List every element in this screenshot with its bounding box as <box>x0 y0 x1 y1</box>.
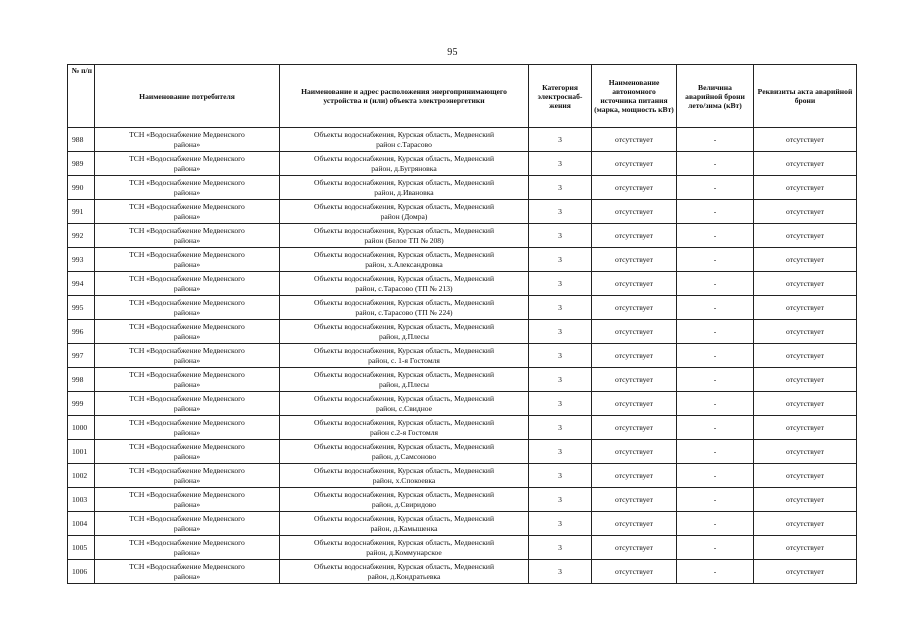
row-number: 998 <box>68 368 95 392</box>
consumer-name-line: района» <box>173 427 201 437</box>
supply-category: 3 <box>529 200 592 224</box>
reserve-value: - <box>677 536 754 560</box>
object-address-line: район, д.Самсоново <box>371 451 437 461</box>
object-address-line: Объекты водоснабжения, Курская область, Медвенский <box>313 394 495 403</box>
act-details: отсутствует <box>754 536 857 560</box>
power-source: отсутствует <box>592 368 677 392</box>
consumer-name <box>95 128 280 152</box>
consumer-name-line: района» <box>173 403 201 413</box>
object-address <box>280 272 529 296</box>
row-number: 996 <box>68 320 95 344</box>
supply-category: 3 <box>529 560 592 584</box>
consumer-name-line: района» <box>173 259 201 269</box>
object-address-line: район, с. 1-я Гостомля <box>368 355 440 365</box>
act-details: отсутствует <box>754 464 857 488</box>
supply-category: 3 <box>529 536 592 560</box>
object-address <box>280 248 529 272</box>
supply-category: 3 <box>529 152 592 176</box>
reserve-value: - <box>677 368 754 392</box>
act-details: отсутствует <box>754 488 857 512</box>
object-address-line: район (Домра) <box>380 211 428 221</box>
header-object: Наименование и адрес расположения энергопринимающего устройства и (или) объекта электроэнергетики <box>280 65 529 128</box>
row-number: 1002 <box>68 464 95 488</box>
reserve-value: - <box>677 416 754 440</box>
row-number: 1000 <box>68 416 95 440</box>
consumer-name <box>95 296 280 320</box>
supply-category: 3 <box>529 344 592 368</box>
reserve-value: - <box>677 272 754 296</box>
reserve-table <box>67 64 857 584</box>
supply-category: 3 <box>529 416 592 440</box>
act-details: отсутствует <box>754 392 857 416</box>
header-power-source: Наименование автономного источника питания (марка, мощность кВт) <box>592 65 677 128</box>
consumer-name <box>95 224 280 248</box>
table-row <box>68 488 857 512</box>
act-details: отсутствует <box>754 200 857 224</box>
object-address <box>280 176 529 200</box>
supply-category: 3 <box>529 128 592 152</box>
consumer-name <box>95 152 280 176</box>
supply-category: 3 <box>529 392 592 416</box>
table-row <box>68 248 857 272</box>
object-address-line: Объекты водоснабжения, Курская область, Медвенский <box>313 178 495 187</box>
object-address-line: район, д.Бугряновка <box>371 163 437 173</box>
power-source: отсутствует <box>592 200 677 224</box>
consumer-name <box>95 512 280 536</box>
object-address <box>280 440 529 464</box>
object-address-line: район, х.Александровка <box>365 259 443 269</box>
row-number: 997 <box>68 344 95 368</box>
row-number: 992 <box>68 224 95 248</box>
power-source: отсутствует <box>592 344 677 368</box>
table-header-row <box>68 65 857 128</box>
object-address <box>280 536 529 560</box>
consumer-name-line: ТСН «Водоснабжение Медвенского <box>129 322 245 331</box>
header-number: № п/п <box>68 65 95 128</box>
power-source: отсутствует <box>592 488 677 512</box>
consumer-name-line: ТСН «Водоснабжение Медвенского <box>129 346 245 355</box>
consumer-name-line: ТСН «Водоснабжение Медвенского <box>129 514 245 523</box>
act-details: отсутствует <box>754 320 857 344</box>
consumer-name-line: ТСН «Водоснабжение Медвенского <box>129 226 245 235</box>
table-row <box>68 176 857 200</box>
consumer-name-line: ТСН «Водоснабжение Медвенского <box>129 370 245 379</box>
supply-category: 3 <box>529 272 592 296</box>
table-row <box>68 512 857 536</box>
consumer-name-line: района» <box>173 307 201 317</box>
consumer-name-line: района» <box>173 451 201 461</box>
power-source: отсутствует <box>592 248 677 272</box>
consumer-name-line: района» <box>173 355 201 365</box>
reserve-value: - <box>677 176 754 200</box>
reserve-value: - <box>677 488 754 512</box>
consumer-name <box>95 416 280 440</box>
object-address-line: район с.2-я Гостомля <box>369 427 438 437</box>
object-address-line: район, д.Коммунарское <box>366 547 442 557</box>
row-number: 1004 <box>68 512 95 536</box>
object-address <box>280 368 529 392</box>
object-address-line: район, д.Свиридово <box>371 499 437 509</box>
table-row <box>68 464 857 488</box>
consumer-name-line: ТСН «Водоснабжение Медвенского <box>129 178 245 187</box>
table-row <box>68 296 857 320</box>
object-address <box>280 128 529 152</box>
consumer-name <box>95 488 280 512</box>
reserve-value: - <box>677 344 754 368</box>
consumer-name <box>95 440 280 464</box>
object-address-line: район, х.Спокоевка <box>372 475 436 485</box>
act-details: отсутствует <box>754 248 857 272</box>
consumer-name <box>95 272 280 296</box>
supply-category: 3 <box>529 320 592 344</box>
act-details: отсутствует <box>754 128 857 152</box>
consumer-name-line: ТСН «Водоснабжение Медвенского <box>129 538 245 547</box>
consumer-name-line: ТСН «Водоснабжение Медвенского <box>129 202 245 211</box>
object-address <box>280 152 529 176</box>
power-source: отсутствует <box>592 272 677 296</box>
header-reserve-value: Величина аварийной брони лето/зима (кВт) <box>677 65 754 128</box>
object-address-line: Объекты водоснабжения, Курская область, Медвенский <box>313 250 495 259</box>
consumer-name-line: ТСН «Водоснабжение Медвенского <box>129 394 245 403</box>
consumer-name-line: района» <box>173 331 201 341</box>
reserve-value: - <box>677 464 754 488</box>
header-consumer: Наименование потребителя <box>95 65 280 128</box>
power-source: отсутствует <box>592 224 677 248</box>
consumer-name <box>95 248 280 272</box>
consumer-name <box>95 536 280 560</box>
consumer-name <box>95 320 280 344</box>
object-address-line: район, с.Тарасово (ТП № 224) <box>355 307 453 317</box>
power-source: отсутствует <box>592 392 677 416</box>
object-address-line: Объекты водоснабжения, Курская область, Медвенский <box>313 562 495 571</box>
object-address-line: район, д.Плесы <box>379 379 429 389</box>
consumer-name-line: района» <box>173 235 201 245</box>
consumer-name-line: ТСН «Водоснабжение Медвенского <box>129 298 245 307</box>
row-number: 990 <box>68 176 95 200</box>
table-body <box>68 128 857 584</box>
act-details: отсутствует <box>754 344 857 368</box>
object-address-line: район, д.Кондратьевка <box>367 571 441 581</box>
consumer-name-line: района» <box>173 163 201 173</box>
power-source: отсутствует <box>592 440 677 464</box>
table-row <box>68 560 857 584</box>
consumer-name-line: района» <box>173 139 201 149</box>
row-number: 994 <box>68 272 95 296</box>
power-source: отсутствует <box>592 152 677 176</box>
object-address <box>280 512 529 536</box>
act-details: отсутствует <box>754 176 857 200</box>
reserve-value: - <box>677 152 754 176</box>
object-address-line: Объекты водоснабжения, Курская область, Медвенский <box>313 154 495 163</box>
power-source: отсутствует <box>592 176 677 200</box>
act-details: отсутствует <box>754 440 857 464</box>
consumer-name-line: ТСН «Водоснабжение Медвенского <box>129 562 245 571</box>
act-details: отсутствует <box>754 416 857 440</box>
consumer-name-line: ТСН «Водоснабжение Медвенского <box>129 154 245 163</box>
object-address <box>280 224 529 248</box>
reserve-value: - <box>677 224 754 248</box>
object-address-line: Объекты водоснабжения, Курская область, Медвенский <box>313 298 495 307</box>
object-address-line: Объекты водоснабжения, Курская область, Медвенский <box>313 322 495 331</box>
consumer-name <box>95 200 280 224</box>
consumer-name <box>95 392 280 416</box>
act-details: отсутствует <box>754 152 857 176</box>
row-number: 999 <box>68 392 95 416</box>
consumer-name-line: района» <box>173 523 201 533</box>
object-address <box>280 416 529 440</box>
supply-category: 3 <box>529 440 592 464</box>
object-address-line: Объекты водоснабжения, Курская область, Медвенский <box>313 226 495 235</box>
object-address <box>280 392 529 416</box>
power-source: отсутствует <box>592 296 677 320</box>
object-address-line: Объекты водоснабжения, Курская область, Медвенский <box>313 202 495 211</box>
supply-category: 3 <box>529 176 592 200</box>
consumer-name-line: ТСН «Водоснабжение Медвенского <box>129 466 245 475</box>
power-source: отсутствует <box>592 536 677 560</box>
supply-category: 3 <box>529 224 592 248</box>
consumer-name-line: района» <box>173 499 201 509</box>
consumer-name-line: района» <box>173 211 201 221</box>
object-address-line: Объекты водоснабжения, Курская область, Медвенский <box>313 130 495 139</box>
act-details: отсутствует <box>754 272 857 296</box>
table-row <box>68 152 857 176</box>
reserve-value: - <box>677 392 754 416</box>
consumer-name <box>95 344 280 368</box>
row-number: 991 <box>68 200 95 224</box>
act-details: отсутствует <box>754 296 857 320</box>
reserve-value: - <box>677 128 754 152</box>
object-address <box>280 200 529 224</box>
row-number: 1005 <box>68 536 95 560</box>
row-number: 988 <box>68 128 95 152</box>
table-row <box>68 368 857 392</box>
consumer-name-line: ТСН «Водоснабжение Медвенского <box>129 442 245 451</box>
reserve-value: - <box>677 560 754 584</box>
consumer-name-line: ТСН «Водоснабжение Медвенского <box>129 130 245 139</box>
act-details: отсутствует <box>754 512 857 536</box>
object-address-line: район, д.Камышенка <box>370 523 438 533</box>
consumer-name-line: района» <box>173 475 201 485</box>
supply-category: 3 <box>529 368 592 392</box>
header-category: Категория электроснаб-жения <box>529 65 592 128</box>
consumer-name-line: ТСН «Водоснабжение Медвенского <box>129 250 245 259</box>
object-address <box>280 464 529 488</box>
supply-category: 3 <box>529 488 592 512</box>
object-address <box>280 320 529 344</box>
table-row <box>68 536 857 560</box>
page-number: 95 <box>447 47 458 58</box>
object-address-line: Объекты водоснабжения, Курская область, Медвенский <box>313 418 495 427</box>
table-row <box>68 128 857 152</box>
object-address-line: район, д.Ивановка <box>374 187 434 197</box>
consumer-name <box>95 368 280 392</box>
consumer-name <box>95 176 280 200</box>
table-row <box>68 224 857 248</box>
row-number: 1003 <box>68 488 95 512</box>
object-address <box>280 296 529 320</box>
act-details: отсутствует <box>754 560 857 584</box>
table-row <box>68 320 857 344</box>
power-source: отсутствует <box>592 464 677 488</box>
power-source: отсутствует <box>592 512 677 536</box>
object-address-line: Объекты водоснабжения, Курская область, Медвенский <box>313 538 495 547</box>
object-address <box>280 488 529 512</box>
act-details: отсутствует <box>754 368 857 392</box>
consumer-name-line: района» <box>173 547 201 557</box>
table-row <box>68 392 857 416</box>
reserve-value: - <box>677 296 754 320</box>
table-row <box>68 440 857 464</box>
object-address-line: район, с.Свидное <box>375 403 433 413</box>
supply-category: 3 <box>529 248 592 272</box>
object-address-line: Объекты водоснабжения, Курская область, Медвенский <box>313 442 495 451</box>
power-source: отсутствует <box>592 560 677 584</box>
object-address-line: Объекты водоснабжения, Курская область, Медвенский <box>313 274 495 283</box>
object-address-line: район (Белое ТП № 208) <box>364 235 444 245</box>
power-source: отсутствует <box>592 320 677 344</box>
object-address-line: район, с.Тарасово (ТП № 213) <box>355 283 453 293</box>
object-address-line: Объекты водоснабжения, Курская область, Медвенский <box>313 490 495 499</box>
power-source: отсутствует <box>592 416 677 440</box>
row-number: 1001 <box>68 440 95 464</box>
header-act-details: Реквизиты акта аварийной брони <box>754 65 857 128</box>
row-number: 995 <box>68 296 95 320</box>
consumer-name-line: ТСН «Водоснабжение Медвенского <box>129 274 245 283</box>
reserve-value: - <box>677 200 754 224</box>
supply-category: 3 <box>529 296 592 320</box>
reserve-value: - <box>677 320 754 344</box>
table-row <box>68 200 857 224</box>
row-number: 1006 <box>68 560 95 584</box>
reserve-value: - <box>677 512 754 536</box>
supply-category: 3 <box>529 512 592 536</box>
power-source: отсутствует <box>592 128 677 152</box>
consumer-name-line: ТСН «Водоснабжение Медвенского <box>129 418 245 427</box>
row-number: 993 <box>68 248 95 272</box>
consumer-name-line: района» <box>173 379 201 389</box>
consumer-name <box>95 464 280 488</box>
object-address <box>280 344 529 368</box>
row-number: 989 <box>68 152 95 176</box>
table-row <box>68 416 857 440</box>
object-address-line: Объекты водоснабжения, Курская область, Медвенский <box>313 370 495 379</box>
consumer-name-line: района» <box>173 187 201 197</box>
act-details: отсутствует <box>754 224 857 248</box>
table-row <box>68 344 857 368</box>
consumer-name <box>95 560 280 584</box>
object-address-line: Объекты водоснабжения, Курская область, Медвенский <box>313 466 495 475</box>
object-address-line: район, д.Плесы <box>379 331 429 341</box>
reserve-value: - <box>677 440 754 464</box>
supply-category: 3 <box>529 464 592 488</box>
table-row <box>68 272 857 296</box>
consumer-name-line: района» <box>173 571 201 581</box>
object-address <box>280 560 529 584</box>
reserve-value: - <box>677 248 754 272</box>
object-address-line: Объекты водоснабжения, Курская область, Медвенский <box>313 514 495 523</box>
consumer-name-line: района» <box>173 283 201 293</box>
consumer-name-line: ТСН «Водоснабжение Медвенского <box>129 490 245 499</box>
object-address-line: район с.Тарасово <box>376 139 432 149</box>
object-address-line: Объекты водоснабжения, Курская область, Медвенский <box>313 346 495 355</box>
